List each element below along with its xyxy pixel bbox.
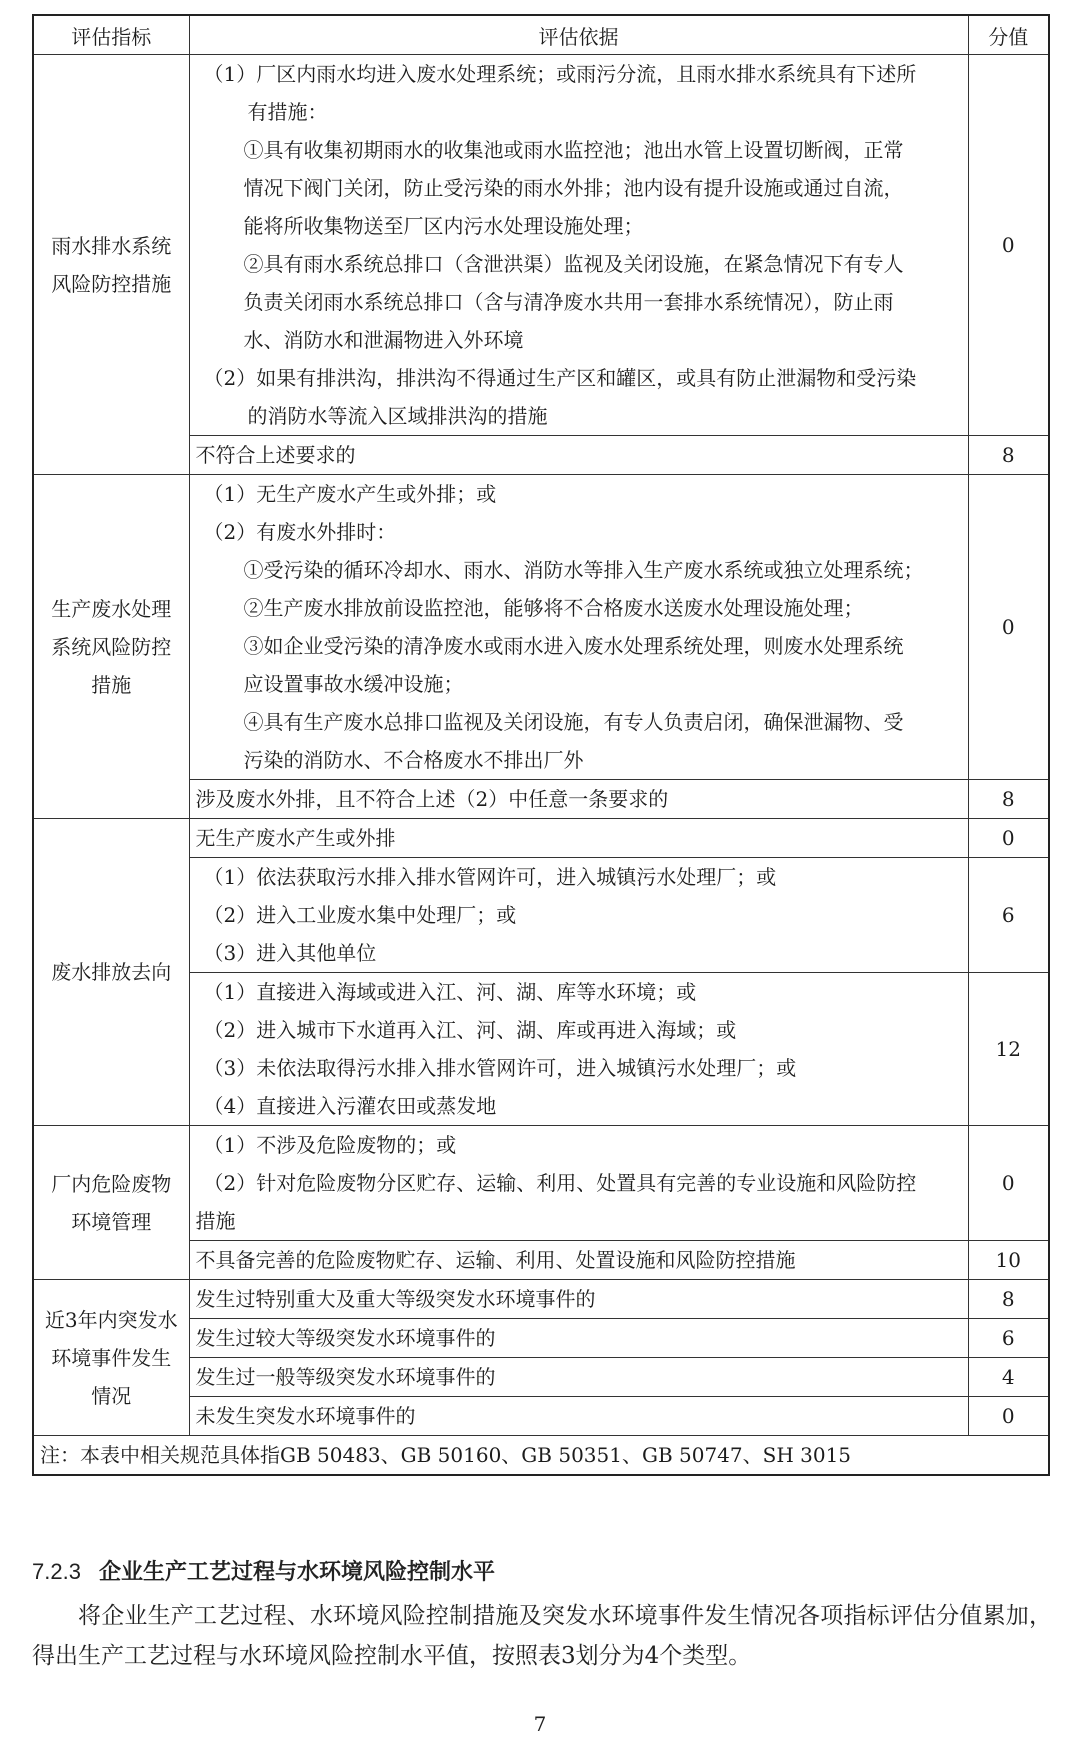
score-cell: 8 (968, 780, 1049, 819)
basis-cell (189, 436, 968, 475)
basis-line: （1）不涉及危险废物的；或 (203, 1133, 457, 1157)
basis-line: 发生过一般等级突发水环境事件的 (195, 1365, 496, 1389)
basis-cell (189, 1126, 968, 1241)
basis-rain (189, 55, 968, 436)
indicator-line: 措施 (91, 672, 132, 697)
section-title: 企业生产工艺过程与水环境风险控制水平 (98, 1559, 495, 1584)
basis-production (189, 475, 968, 780)
basis-line: 发生过较大等级突发水环境事件的 (195, 1326, 496, 1350)
basis-line: （2）进入城市下水道再入江、河、湖、库或再进入海域；或 (203, 1018, 737, 1042)
header-indicator: 评估指标 (33, 15, 189, 55)
basis-line: 不具备完善的危险废物贮存、运输、利用、处置设施和风险防控措施 (195, 1248, 796, 1272)
table-row (33, 1280, 1049, 1319)
basis-line: 发生过特别重大及重大等级突发水环境事件的 (195, 1287, 596, 1311)
indicator-line: 风险防控措施 (51, 271, 172, 296)
indicator-rain (33, 55, 189, 475)
score-cell: 6 (968, 1319, 1049, 1358)
basis-cell (189, 780, 968, 819)
basis-line: 污染的消防水、不合格废水不排出厂外 (243, 748, 584, 772)
score-cell: 0 (968, 819, 1049, 858)
table-row (33, 1436, 1049, 1476)
basis-line: 不符合上述要求的 (195, 443, 356, 467)
basis-line: （2）针对危险废物分区贮存、运输、利用、处置具有完善的专业设施和风险防控 (203, 1171, 917, 1195)
table-row (33, 475, 1049, 780)
basis-line: （1）无生产废水产生或外排；或 (203, 482, 497, 506)
table-note: 注：本表中相关规范具体指GB 50483、GB 50160、GB 50351、GB 50747、SH 3015 (33, 1436, 1049, 1476)
indicator-line: 厂内危险废物 (51, 1171, 172, 1196)
basis-line: 有措施： (247, 100, 328, 124)
basis-line: 情况下阀门关闭，防止受污染的雨水外排；池内设有提升设施或通过自流， (243, 176, 904, 200)
basis-line: （2）有废水外排时： (203, 520, 397, 544)
indicator-line: 近3年内突发水 (44, 1307, 178, 1332)
score-cell: 6 (968, 858, 1049, 973)
basis-line: （1）依法获取污水排入排水管网许可，进入城镇污水处理厂；或 (203, 865, 777, 889)
indicator-events (33, 1280, 189, 1436)
basis-line: ①具有收集初期雨水的收集池或雨水监控池；池出水管上设置切断阀，正常 (243, 138, 904, 162)
basis-line: 涉及废水外排，且不符合上述（2）中任意一条要求的 (195, 787, 669, 811)
basis-cell (189, 1319, 968, 1358)
score-cell: 10 (968, 1241, 1049, 1280)
basis-cell (189, 819, 968, 858)
indicator-line: 环境事件发生 (51, 1345, 172, 1370)
body-paragraph: 将企业生产工艺过程、水环境风险控制措施及突发水环境事件发生情况各项指标评估分值累加，得出生产工艺过程与水环境风险控制水平值，按照表3划分为4个类型。 (32, 1603, 1052, 1669)
score-cell: 12 (968, 973, 1049, 1126)
section-number: 7.2.3 (32, 1559, 81, 1584)
basis-cell (189, 973, 968, 1126)
basis-line: ③如企业受污染的清净废水或雨水进入废水处理系统处理，则废水处理系统 (243, 634, 904, 658)
score-cell: 8 (968, 436, 1049, 475)
score-cell: 0 (968, 475, 1049, 780)
indicator-hazard (33, 1126, 189, 1280)
basis-line: 措施 (195, 1209, 236, 1233)
basis-line: 能将所收集物送至厂区内污水处理设施处理； (243, 214, 644, 238)
basis-cell (189, 1358, 968, 1397)
table-row (33, 1126, 1049, 1241)
score-cell: 0 (968, 1126, 1049, 1241)
indicator-line: 雨水排水系统 (51, 233, 172, 258)
header-basis: 评估依据 (189, 15, 968, 55)
basis-cell (189, 1241, 968, 1280)
basis-line: （1）直接进入海域或进入江、河、湖、库等水环境；或 (203, 980, 697, 1004)
table-header-row (33, 15, 1049, 55)
basis-cell (189, 858, 968, 973)
section-heading (32, 1552, 495, 1592)
basis-cell (189, 1280, 968, 1319)
basis-line: 的消防水等流入区域排洪沟的措施 (247, 404, 548, 428)
score-cell: 4 (968, 1358, 1049, 1397)
basis-line: （2）进入工业废水集中处理厂；或 (203, 903, 517, 927)
indicator-line: 环境管理 (71, 1209, 152, 1234)
basis-line: ②具有雨水系统总排口（含泄洪渠）监视及关闭设施，在紧急情况下有专人 (243, 252, 904, 276)
basis-line: ①受污染的循环冷却水、雨水、消防水等排入生产废水系统或独立处理系统； (243, 558, 924, 582)
basis-line: （3）进入其他单位 (203, 941, 377, 965)
indicator-line: 情况 (91, 1383, 132, 1408)
page-number: 7 (533, 1712, 547, 1736)
basis-line: ④具有生产废水总排口监视及关闭设施，有专人负责启闭，确保泄漏物、受 (243, 710, 904, 734)
score-cell: 0 (968, 55, 1049, 436)
table-row (33, 819, 1049, 858)
basis-line: 负责关闭雨水系统总排口（含与清净废水共用一套排水系统情况），防止雨 (243, 290, 894, 314)
basis-line: （1）厂区内雨水均进入废水处理系统；或雨污分流，且雨水排水系统具有下述所 (203, 62, 917, 86)
basis-line: （3）未依法取得污水排入排水管网许可，进入城镇污水处理厂；或 (203, 1056, 797, 1080)
evaluation-table (32, 14, 1050, 1476)
basis-line: 无生产废水产生或外排 (195, 826, 396, 850)
indicator-line: 系统风险防控 (51, 634, 172, 659)
basis-line: 水、消防水和泄漏物进入外环境 (243, 328, 524, 352)
header-score: 分值 (968, 15, 1049, 55)
basis-line: （4）直接进入污灌农田或蒸发地 (203, 1094, 497, 1118)
basis-line: 应设置事故水缓冲设施； (243, 672, 464, 696)
indicator-production (33, 475, 189, 819)
basis-line: （2）如果有排洪沟，排洪沟不得通过生产区和罐区，或具有防止泄漏物和受污染 (203, 366, 917, 390)
score-cell: 0 (968, 1397, 1049, 1436)
indicator-line: 生产废水处理 (51, 596, 172, 621)
basis-line: ②生产废水排放前设监控池，能够将不合格废水送废水处理设施处理； (243, 596, 864, 620)
indicator-discharge: 废水排放去向 (33, 819, 189, 1126)
basis-cell (189, 1397, 968, 1436)
score-cell: 8 (968, 1280, 1049, 1319)
table-row (33, 55, 1049, 436)
basis-line: 未发生突发水环境事件的 (195, 1404, 416, 1428)
